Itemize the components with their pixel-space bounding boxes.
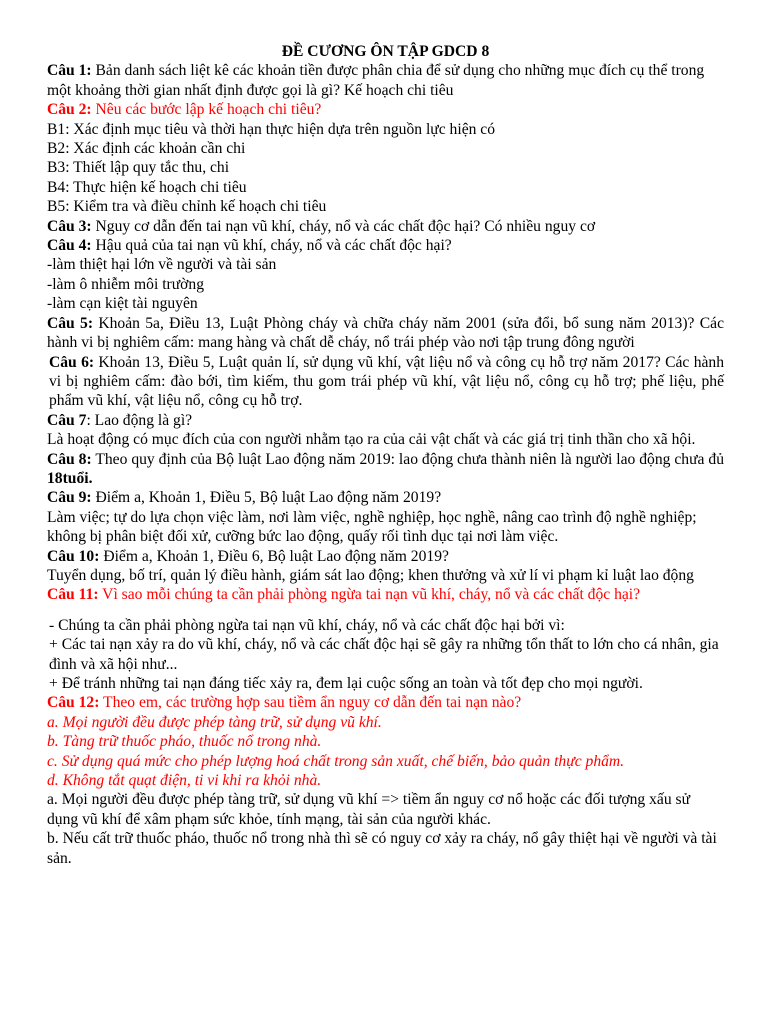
question-label: Câu 5: — [47, 314, 94, 332]
question-11 — [47, 585, 724, 604]
question-9 — [47, 488, 724, 507]
age-emphasis: 18tuổi. — [47, 469, 93, 487]
step-1: B1: Xác định mục tiêu và thời hạn thực hiện dựa trên nguồn lực hiện có — [47, 120, 496, 138]
case-a: a. Mọi người đều được phép tàng trữ, sử dụng vũ khí. — [47, 713, 382, 731]
answer-11-intro: - Chúng ta cần phải phòng ngừa tai nạn vũ khí, cháy, nổ và các chất độc hại bởi vì: — [49, 616, 565, 634]
question-1 — [47, 61, 724, 100]
question-text: Hậu quả của tai nạn vũ khí, cháy, nổ và các chất độc hại? — [91, 237, 452, 255]
question-4 — [47, 236, 724, 255]
question-label: Câu 11: — [47, 586, 99, 604]
question-text: Điểm a, Khoản 1, Điều 5, Bộ luật Lao động năm 2019? — [91, 489, 442, 507]
spacer — [47, 605, 724, 616]
question-label: Câu 7 — [47, 411, 87, 429]
question-text: Khoản 5a, Điều 13, Luật Phòng cháy và chữa cháy năm 2001 (sửa đổi, bổ sung năm 2013)? Các hành vi bị nghiêm cấm: mang hàng và chất dễ cháy, nổ trái phép vào nơi tập trung đông người — [47, 314, 725, 352]
question-label: Câu 12: — [47, 694, 100, 712]
document-title: ĐỀ CƯƠNG ÔN TẬP GDCD 8 — [281, 43, 490, 60]
answer-11-point: + Để tránh những tai nạn đáng tiếc xảy ra, đem lại cuộc sống an toàn và tốt đẹp cho mọi người. — [49, 675, 643, 692]
question-label: Câu 1: — [47, 62, 92, 80]
answer-11-point: + Các tai nạn xảy ra do vũ khí, cháy, nổ và các chất độc hại sẽ gây ra những tổn thất to lớn cho cá nhân, gia đình và xã hội như... — [49, 636, 719, 673]
step-2: B2: Xác định các khoản cần chi — [47, 140, 246, 158]
list-item: -làm cạn kiệt tài nguyên — [47, 295, 198, 313]
answer-10: Tuyển dụng, bố trí, quản lý điều hành, giám sát lao động; khen thưởng và xử lí vi phạm kỉ luật lao động — [47, 566, 694, 584]
question-text: : Lao động là gì? — [86, 411, 193, 429]
question-label: Câu 3: — [47, 217, 92, 235]
answer-9: Làm việc; tự do lựa chọn việc làm, nơi làm việc, nghề nghiệp, học nghề, nâng cao trình độ nghề nghiệp; không bị phân biệt đối xử, cưỡng bức lao động, quấy rối tình dục tại nơi làm việc. — [47, 508, 697, 546]
step-3: B3: Thiết lập quy tắc thu, chi — [47, 159, 230, 177]
question-text: Theo quy định của Bộ luật Lao động năm 2019: lao động chưa thành niên là người lao động chưa đủ — [91, 450, 724, 468]
question-text: Vì sao mỗi chúng ta cần phải phòng ngừa tai nạn vũ khí, cháy, nổ và các chất độc hại? — [98, 586, 641, 604]
case-c: c. Sử dụng quá mức cho phép lượng hoá chất trong sản xuất, chế biến, bảo quản thực phẩm. — [47, 752, 625, 770]
case-b: b. Tàng trữ thuốc pháo, thuốc nổ trong nhà. — [47, 733, 322, 751]
question-label: Câu 8: — [47, 450, 92, 468]
question-label: Câu 4: — [47, 237, 92, 255]
question-8 — [47, 450, 724, 489]
answer-7: Là hoạt động có mục đích của con người nhằm tạo ra của cải vật chất và các giá trị tinh thần cho xã hội. — [47, 431, 696, 449]
question-6 — [47, 353, 724, 411]
question-label: Câu 2: — [47, 101, 92, 119]
question-label: Câu 9: — [47, 489, 92, 507]
question-text: Nêu các bước lập kế hoạch chi tiêu? — [91, 101, 322, 119]
question-10 — [47, 547, 724, 566]
question-text: Bản danh sách liệt kê các khoản tiền được phân chia để sử dụng cho những mục đích cụ thể trong một khoảng thời gian nhất định được gọi là gì? Kế hoạch chi tiêu — [47, 62, 705, 99]
question-3 — [47, 217, 724, 236]
answer-12-a: a. Mọi người đều được phép tàng trữ, sử dụng vũ khí => tiềm ẩn nguy cơ nổ hoặc các đối tượng xấu sử dụng vũ khí để xâm phạm sức khỏe, tính mạng, tài sản của người khác. — [47, 791, 691, 828]
question-label: Câu 10: — [47, 547, 100, 565]
question-text: Theo em, các trường hợp sau tiềm ẩn nguy cơ dẫn đến tai nạn nào? — [99, 694, 522, 712]
answer-12-b: b. Nếu cất trữ thuốc pháo, thuốc nổ trong nhà thì sẽ có nguy cơ xảy ra cháy, nổ gây thiệt hại về người và tài sản. — [47, 830, 717, 867]
step-5: B5: Kiểm tra và điều chỉnh kế hoạch chi tiêu — [47, 198, 327, 216]
step-4: B4: Thực hiện kế hoạch chi tiêu — [47, 178, 247, 196]
case-d: d. Không tắt quạt điện, ti vi khi ra khỏi nhà. — [47, 772, 322, 790]
question-12 — [47, 693, 724, 712]
question-label: Câu 6: — [49, 353, 95, 371]
question-5 — [47, 314, 724, 353]
list-item: -làm ô nhiễm môi trường — [47, 275, 205, 293]
question-7 — [47, 411, 724, 430]
question-text: Nguy cơ dẫn đến tai nạn vũ khí, cháy, nổ và các chất độc hại? Có nhiều nguy cơ — [91, 217, 596, 235]
question-2 — [47, 100, 724, 119]
list-item: -làm thiệt hại lớn về người và tài sản — [47, 256, 277, 274]
question-text: Điểm a, Khoản 1, Điều 6, Bộ luật Lao động năm 2019? — [99, 547, 449, 565]
question-text: Khoản 13, Điều 5, Luật quản lí, sử dụng vũ khí, vật liệu nổ và công cụ hỗ trợ năm 2017? Các hành vi bị nghiêm cấm: đào bới, tìm kiếm, thu gom trái phép vũ khí, vật liệu nổ, công cụ hỗ trợ; phế liệu, phế phẩm vũ khí, vật liệu nổ, công cụ hỗ trợ. — [49, 353, 725, 410]
